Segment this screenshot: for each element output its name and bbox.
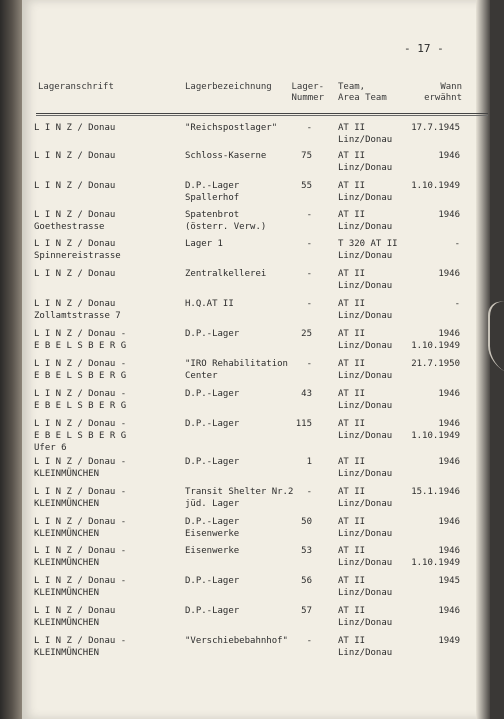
cell-when — [400, 209, 460, 221]
cell-address-line: KLEINMÜNCHEN — [34, 618, 100, 628]
cell-team — [338, 268, 408, 292]
cell-number-line: - — [306, 636, 312, 646]
cell-when — [400, 180, 460, 192]
cell-when-line: 1946 — [438, 210, 460, 220]
cell-when-line: 1946 — [438, 517, 460, 527]
cell-designation-line: "Reichspostlager" — [185, 123, 278, 133]
header-team: Team, Area Team — [338, 82, 387, 103]
page-number: - 17 - — [404, 42, 444, 55]
cell-team — [338, 575, 408, 599]
cell-team-line: AT II — [338, 181, 366, 191]
cell-team-line: AT II — [338, 546, 366, 556]
cell-designation-line: D.P.-Lager — [185, 576, 240, 586]
cell-designation-line: Eisenwerke — [185, 529, 240, 539]
cell-team-line: AT II — [338, 151, 366, 161]
cell-designation-line: (österr. Verw.) — [185, 222, 267, 232]
cell-team-line: AT II — [338, 419, 366, 429]
cell-team-line: Linz/Donau — [338, 558, 393, 568]
cell-address — [34, 122, 184, 134]
cell-designation — [185, 545, 295, 557]
cell-when-line: 17.7.1945 — [411, 123, 460, 133]
cell-address-line: L I N Z / Donau — [34, 606, 116, 616]
cell-designation — [185, 575, 295, 587]
header-designation: Lagerbezeichnung — [185, 82, 272, 92]
cell-team-line: AT II — [338, 457, 366, 467]
cell-number — [284, 268, 312, 280]
cell-address-line: Spinnereistrasse — [34, 251, 121, 261]
cell-address — [34, 635, 184, 659]
cell-when-line: 1946 — [438, 606, 460, 616]
cell-team — [338, 122, 408, 146]
cell-address — [34, 516, 184, 540]
cell-team — [338, 238, 408, 262]
cell-designation-line: Schloss-Kaserne — [185, 151, 267, 161]
cell-address-line: E B E L S B E R G — [34, 371, 127, 381]
cell-designation — [185, 456, 295, 468]
cell-address — [34, 418, 184, 454]
cell-team — [338, 545, 408, 569]
cell-number-line: - — [306, 487, 312, 497]
cell-team-line: Linz/Donau — [338, 311, 393, 321]
cell-address — [34, 388, 184, 412]
cell-when — [400, 418, 460, 442]
cell-number-line: 53 — [301, 546, 312, 556]
cell-number-line: 57 — [301, 606, 312, 616]
cell-designation — [185, 486, 295, 510]
cell-address — [34, 209, 184, 233]
cell-address-line: KLEINMÜNCHEN — [34, 529, 100, 539]
cell-when — [400, 150, 460, 162]
cell-number — [284, 635, 312, 647]
cell-address-line: L I N Z / Donau — [34, 239, 116, 249]
cell-team-line: AT II — [338, 389, 366, 399]
cell-when — [400, 268, 460, 280]
cell-when — [400, 328, 460, 352]
cell-address-line: E B E L S B E R G — [34, 431, 127, 441]
cell-designation-line: "IRO Rehabilitation — [185, 359, 288, 369]
cell-number — [284, 545, 312, 557]
cell-when-line: 1946 — [438, 329, 460, 339]
header-rule-second — [36, 115, 488, 116]
cell-designation — [185, 180, 295, 204]
cell-team-line: AT II — [338, 269, 366, 279]
header-address: Lageranschrift — [38, 82, 114, 92]
cell-designation-line: D.P.-Lager — [185, 329, 240, 339]
cell-designation — [185, 358, 295, 382]
cell-designation-line: Spallerhof — [185, 193, 240, 203]
header-when: Wann erwähnt — [424, 82, 462, 103]
cell-designation — [185, 238, 295, 250]
cell-when-line: 1946 — [438, 419, 460, 429]
cell-number — [284, 298, 312, 310]
cell-designation-line: Zentralkellerei — [185, 269, 267, 279]
cell-designation — [185, 298, 295, 310]
cell-number-line: - — [306, 269, 312, 279]
cell-address — [34, 150, 184, 162]
cell-address-line: L I N Z / Donau — [34, 210, 116, 220]
cell-when-line: 1946 — [438, 389, 460, 399]
cell-when — [400, 605, 460, 617]
cell-address — [34, 238, 184, 262]
cell-when-line: 1946 — [438, 546, 460, 556]
cell-number-line: 25 — [301, 329, 312, 339]
cell-address — [34, 456, 184, 480]
cell-designation-line: Center — [185, 371, 218, 381]
cell-designation-line: Spatenbrot — [185, 210, 240, 220]
cell-address-line: KLEINMÜNCHEN — [34, 588, 100, 598]
cell-number-line: 115 — [295, 419, 312, 429]
cell-address — [34, 328, 184, 352]
cell-number-line: - — [306, 359, 312, 369]
cell-when-line: 21.7.1950 — [411, 359, 460, 369]
cell-when — [400, 122, 460, 134]
cell-number-line: 56 — [301, 576, 312, 586]
cell-number — [284, 150, 312, 162]
cell-team — [338, 298, 408, 322]
cell-designation — [185, 328, 295, 340]
cell-number-line: 1 — [306, 457, 312, 467]
cell-designation — [185, 209, 295, 233]
cell-team-line: AT II — [338, 210, 366, 220]
cell-number-line: 43 — [301, 389, 312, 399]
cell-designation — [185, 268, 295, 280]
cell-address-line: L I N Z / Donau — [34, 299, 116, 309]
cell-address — [34, 268, 184, 280]
cell-team-line: T 320 AT II — [338, 239, 398, 249]
cell-team-line: Linz/Donau — [338, 135, 393, 145]
cell-when-line: 1946 — [438, 457, 460, 467]
cell-address-line: Goethestrasse — [34, 222, 105, 232]
cell-address-line: L I N Z / Donau - — [34, 487, 127, 497]
cell-designation — [185, 388, 295, 400]
cell-team-line: AT II — [338, 606, 366, 616]
cell-number — [284, 358, 312, 370]
cell-designation — [185, 605, 295, 617]
book-binding — [0, 0, 22, 719]
cell-when-line: 15.1.1946 — [411, 487, 460, 497]
cell-team — [338, 180, 408, 204]
cell-number-line: - — [306, 239, 312, 249]
cell-address-line: L I N Z / Donau - — [34, 457, 127, 467]
cell-when-line: 1.10.1949 — [411, 341, 460, 351]
cell-when-line: 1949 — [438, 636, 460, 646]
cell-number-line: - — [306, 123, 312, 133]
cell-team — [338, 418, 408, 442]
cell-when — [400, 456, 460, 468]
cell-when-line: 1945 — [438, 576, 460, 586]
cell-team — [338, 516, 408, 540]
cell-team — [338, 456, 408, 480]
cell-address-line: KLEINMÜNCHEN — [34, 469, 100, 479]
cell-designation-line: Eisenwerke — [185, 546, 240, 556]
cell-team-line: Linz/Donau — [338, 469, 393, 479]
cell-when — [400, 545, 460, 569]
cell-when-line: 1946 — [438, 151, 460, 161]
page-bookmark-mark — [488, 296, 504, 375]
cell-when-line: 1946 — [438, 269, 460, 279]
cell-address — [34, 298, 184, 322]
cell-designation-line: D.P.-Lager — [185, 419, 240, 429]
document-page — [22, 0, 490, 719]
cell-team-line: Linz/Donau — [338, 281, 393, 291]
cell-number — [284, 180, 312, 192]
cell-designation-line: jüd. Lager — [185, 499, 240, 509]
cell-number — [284, 388, 312, 400]
cell-team-line: Linz/Donau — [338, 431, 393, 441]
cell-address-line: L I N Z / Donau - — [34, 329, 127, 339]
cell-designation — [185, 150, 295, 162]
cell-team-line: AT II — [338, 517, 366, 527]
cell-team-line: AT II — [338, 329, 366, 339]
cell-number — [284, 328, 312, 340]
cell-when — [400, 635, 460, 647]
cell-when — [400, 486, 460, 498]
cell-number — [284, 516, 312, 528]
cell-number — [284, 575, 312, 587]
cell-when — [400, 358, 460, 370]
cell-when — [400, 298, 460, 310]
cell-team-line: Linz/Donau — [338, 193, 393, 203]
header-number: Lager- Nummer — [291, 82, 324, 103]
cell-address-line: L I N Z / Donau - — [34, 419, 127, 429]
cell-address-line: KLEINMÜNCHEN — [34, 499, 100, 509]
cell-address — [34, 605, 184, 629]
page-edge — [476, 0, 490, 719]
cell-address — [34, 575, 184, 599]
cell-address-line: L I N Z / Donau — [34, 151, 116, 161]
cell-address-line: L I N Z / Donau — [34, 181, 116, 191]
cell-address-line: E B E L S B E R G — [34, 341, 127, 351]
cell-address-line: E B E L S B E R G — [34, 401, 127, 411]
cell-when-line: - — [454, 299, 460, 309]
cell-number — [284, 238, 312, 250]
cell-address-line: L I N Z / Donau - — [34, 517, 127, 527]
header-rule — [36, 113, 488, 114]
cell-number — [284, 486, 312, 498]
cell-number-line: 75 — [301, 151, 312, 161]
cell-team — [338, 486, 408, 510]
cell-team — [338, 388, 408, 412]
cell-address-line: Zollamtstrasse 7 — [34, 311, 121, 321]
cell-team-line: AT II — [338, 636, 366, 646]
cell-team-line: AT II — [338, 359, 366, 369]
cell-address-line: L I N Z / Donau - — [34, 546, 127, 556]
cell-team-line: Linz/Donau — [338, 371, 393, 381]
cell-team — [338, 209, 408, 233]
cell-number-line: - — [306, 210, 312, 220]
cell-designation-line: D.P.-Lager — [185, 606, 240, 616]
cell-number-line: 50 — [301, 517, 312, 527]
cell-address — [34, 180, 184, 192]
cell-when-line: 1.10.1949 — [411, 558, 460, 568]
cell-address-line: L I N Z / Donau - — [34, 576, 127, 586]
cell-team-line: AT II — [338, 487, 366, 497]
cell-team — [338, 150, 408, 174]
cell-address-line: KLEINMÜNCHEN — [34, 558, 100, 568]
cell-designation-line: Lager 1 — [185, 239, 223, 249]
cell-designation-line: D.P.-Lager — [185, 181, 240, 191]
cell-team-line: Linz/Donau — [338, 618, 393, 628]
cell-number — [284, 418, 312, 430]
cell-when — [400, 238, 460, 250]
cell-address — [34, 358, 184, 382]
cell-team-line: Linz/Donau — [338, 163, 393, 173]
cell-number — [284, 605, 312, 617]
cell-team — [338, 635, 408, 659]
cell-team-line: AT II — [338, 123, 366, 133]
cell-number — [284, 209, 312, 221]
cell-team-line: Linz/Donau — [338, 648, 393, 658]
cell-team-line: Linz/Donau — [338, 222, 393, 232]
cell-designation — [185, 635, 295, 647]
cell-number-line: - — [306, 299, 312, 309]
cell-team-line: Linz/Donau — [338, 529, 393, 539]
cell-address-line: L I N Z / Donau - — [34, 389, 127, 399]
cell-designation-line: D.P.-Lager — [185, 457, 240, 467]
cell-address-line: L I N Z / Donau - — [34, 359, 127, 369]
cell-designation-line: "Verschiebebahnhof" — [185, 636, 288, 646]
cell-when — [400, 388, 460, 400]
cell-number — [284, 122, 312, 134]
cell-address — [34, 486, 184, 510]
cell-team — [338, 605, 408, 629]
cell-team-line: Linz/Donau — [338, 251, 393, 261]
cell-address-line: L I N Z / Donau — [34, 123, 116, 133]
cell-address-line: L I N Z / Donau - — [34, 636, 127, 646]
cell-designation — [185, 418, 295, 430]
cell-designation-line: D.P.-Lager — [185, 389, 240, 399]
cell-team-line: Linz/Donau — [338, 588, 393, 598]
cell-address-line: KLEINMÜNCHEN — [34, 648, 100, 658]
cell-when — [400, 516, 460, 528]
cell-address-line: Ufer 6 — [34, 443, 67, 453]
cell-address — [34, 545, 184, 569]
cell-designation — [185, 122, 295, 134]
cell-team-line: Linz/Donau — [338, 499, 393, 509]
cell-when-line: - — [454, 239, 460, 249]
cell-designation-line: Transit Shelter Nr.2 — [185, 487, 294, 497]
cell-when-line: 1.10.1949 — [411, 431, 460, 441]
cell-number-line: 55 — [301, 181, 312, 191]
cell-team-line: Linz/Donau — [338, 341, 393, 351]
cell-address-line: L I N Z / Donau — [34, 269, 116, 279]
cell-designation-line: D.P.-Lager — [185, 517, 240, 527]
cell-when — [400, 575, 460, 587]
cell-team-line: AT II — [338, 576, 366, 586]
cell-designation-line: H.Q.AT II — [185, 299, 234, 309]
cell-team-line: AT II — [338, 299, 366, 309]
cell-designation — [185, 516, 295, 540]
cell-team — [338, 328, 408, 352]
cell-team — [338, 358, 408, 382]
cell-team-line: Linz/Donau — [338, 401, 393, 411]
cell-number — [284, 456, 312, 468]
cell-when-line: 1.10.1949 — [411, 181, 460, 191]
